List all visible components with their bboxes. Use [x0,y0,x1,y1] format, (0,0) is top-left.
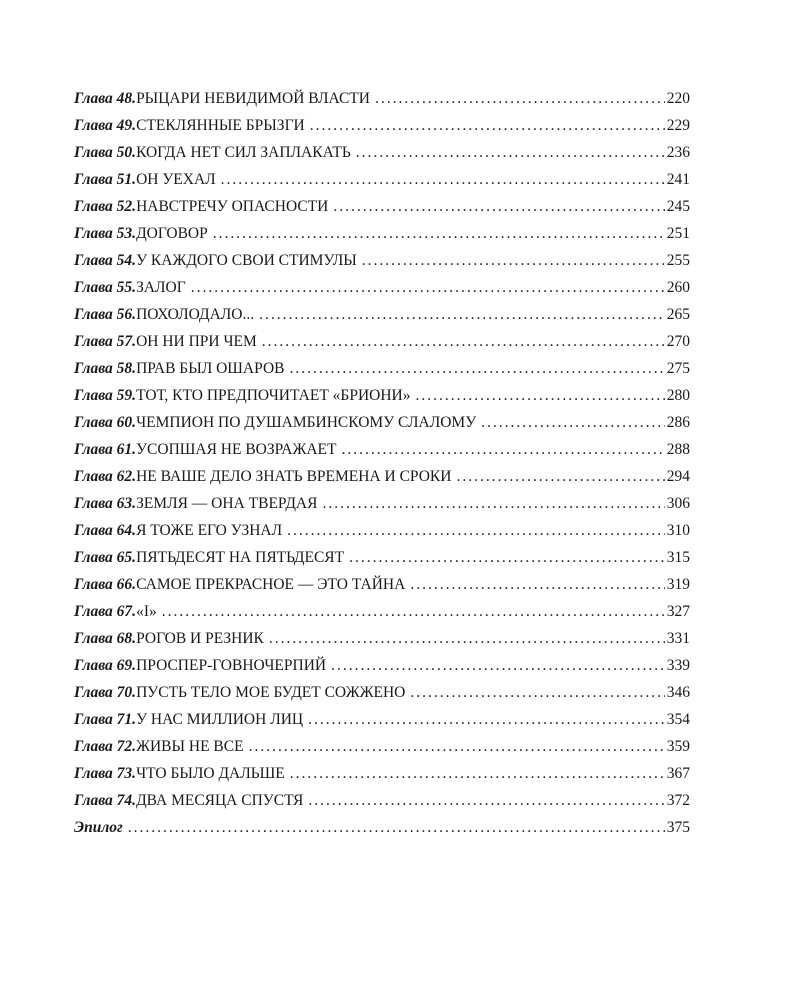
toc-entry[interactable] [74,684,690,711]
page-number: 346 [666,684,690,701]
chapter-title: ПРАВ БЫЛ ОШАРОВ [136,360,285,377]
page-number: 241 [666,171,690,188]
leader-dots [162,603,665,621]
chapter-label: Глава 70. [74,684,137,701]
page-number: 245 [666,198,690,215]
chapter-title: У НАС МИЛЛИОН ЛИЦ [136,711,304,728]
page-number: 367 [666,765,690,782]
page-number: 375 [666,819,690,836]
leader-dots [290,765,665,783]
leader-dots [410,576,664,594]
chapter-label: Глава 53. [74,225,137,242]
leader-dots [191,279,665,297]
toc-entry[interactable] [74,117,690,144]
page-number: 288 [666,441,690,458]
toc-entry[interactable] [74,306,690,333]
page-number: 270 [666,333,690,350]
leader-dots [289,360,664,378]
chapter-title: ЧТО БЫЛО ДАЛЬШЕ [136,765,285,782]
chapter-label: Глава 69. [74,657,137,674]
page-number: 229 [666,117,690,134]
toc-entry[interactable] [74,144,690,171]
chapter-title: ПРОСПЕР-ГОВНОЧЕРПИЙ [136,657,327,674]
chapter-title: СТЕКЛЯННЫЕ БРЫЗГИ [136,117,305,134]
leader-dots [213,225,665,243]
leader-dots [322,495,664,513]
chapter-title: НЕ ВАШЕ ДЕЛО ЗНАТЬ ВРЕМЕНА И СРОКИ [136,468,452,485]
chapter-label: Глава 72. [74,738,137,755]
page-number: 372 [666,792,690,809]
toc-entry[interactable] [74,468,690,495]
page-number: 306 [666,495,690,512]
chapter-label: Глава 54. [74,252,137,269]
leader-dots [308,792,664,810]
chapter-label: Глава 62. [74,468,137,485]
chapter-label: Глава 66. [74,576,137,593]
chapter-label: Глава 59. [74,387,137,404]
page-number: 260 [666,279,690,296]
chapter-label: Глава 50. [74,144,137,161]
page-number: 220 [666,90,690,107]
chapter-label: Глава 57. [74,333,137,350]
chapter-label: Глава 51. [74,171,137,188]
chapter-title: РОГОВ И РЕЗНИК [136,630,264,647]
leader-dots [481,414,665,432]
chapter-title: ДВА МЕСЯЦА СПУСТЯ [136,792,304,809]
page-number: 236 [666,144,690,161]
page-number: 331 [666,630,690,647]
chapter-title: ОН НИ ПРИ ЧЕМ [136,333,257,350]
leader-dots [415,387,664,405]
chapter-title: ТОТ, КТО ПРЕДПОЧИТАЕТ «БРИОНИ» [136,387,411,404]
toc-entry[interactable] [74,225,690,252]
leader-dots [249,738,665,756]
leader-dots [259,306,665,324]
page-number: 359 [666,738,690,755]
toc-entry[interactable] [74,576,690,603]
chapter-title: САМОЕ ПРЕКРАСНОЕ — ЭТО ТАЙНА [136,576,406,593]
chapter-title: ЖИВЫ НЕ ВСЕ [136,738,244,755]
toc-entry[interactable] [74,549,690,576]
toc-entry[interactable] [74,198,690,225]
chapter-label: Глава 55. [74,279,137,296]
chapter-label: Глава 67. [74,603,137,620]
toc-entry[interactable] [74,522,690,549]
chapter-title: ОН УЕХАЛ [136,171,216,188]
leader-dots [287,522,665,540]
toc-entry[interactable] [74,279,690,306]
page-number: 354 [666,711,690,728]
toc-entry[interactable] [74,738,690,765]
chapter-label: Глава 49. [74,117,137,134]
page-number: 265 [666,306,690,323]
chapter-title: ПОХОЛОДАЛО... [136,306,255,323]
leader-dots [456,468,664,486]
chapter-label: Глава 52. [74,198,137,215]
chapter-title: ЗАЛОГ [136,279,186,296]
toc-entry[interactable] [74,603,690,630]
toc-entry[interactable] [74,630,690,657]
page-number: 280 [666,387,690,404]
chapter-title: КОГДА НЕТ СИЛ ЗАПЛАКАТЬ [136,144,351,161]
chapter-title: У КАЖДОГО СВОИ СТИМУЛЫ [136,252,357,269]
page-number: 315 [666,549,690,566]
toc-entry[interactable] [74,414,690,441]
chapter-title: ПЯТЬДЕСЯТ НА ПЯТЬДЕСЯТ [136,549,345,566]
leader-dots [262,333,665,351]
chapter-label: Глава 65. [74,549,137,566]
toc-entry[interactable] [74,171,690,198]
chapter-label: Глава 63. [74,495,137,512]
page-number: 251 [666,225,690,242]
page-number: 275 [666,360,690,377]
chapter-label: Глава 61. [74,441,137,458]
page-number: 294 [666,468,690,485]
leader-dots [308,711,665,729]
chapter-label: Глава 60. [74,414,137,431]
toc-entry[interactable] [74,441,690,468]
chapter-title: «I» [136,603,157,620]
chapter-title: ПУСТЬ ТЕЛО МОЕ БУДЕТ СОЖЖЕНО [136,684,406,701]
leader-dots [342,441,665,459]
toc-entry[interactable] [74,333,690,360]
chapter-title: ЗЕМЛЯ — ОНА ТВЕРДАЯ [136,495,318,512]
page-number: 327 [666,603,690,620]
toc-entry[interactable] [74,711,690,738]
leader-dots [349,549,665,567]
toc-entry[interactable] [74,495,690,522]
chapter-label: Глава 48. [74,90,137,107]
chapter-label: Глава 64. [74,522,137,539]
epilogue-label: Эпилог [74,819,123,836]
leader-dots [331,657,665,675]
table-of-contents [74,90,690,846]
leader-dots [362,252,665,270]
leader-dots [221,171,665,189]
leader-dots [128,819,665,837]
leader-dots [310,117,665,135]
chapter-title: ДОГОВОР [136,225,208,242]
leader-dots [333,198,664,216]
leader-dots [269,630,665,648]
chapter-label: Глава 68. [74,630,137,647]
chapter-label: Глава 73. [74,765,137,782]
leader-dots [375,90,665,108]
chapter-label: Глава 74. [74,792,137,809]
chapter-label: Глава 56. [74,306,137,323]
toc-entry[interactable] [74,792,690,819]
toc-entry[interactable] [74,819,690,846]
page-number: 286 [666,414,690,431]
page-number: 319 [666,576,690,593]
toc-entry[interactable] [74,360,690,387]
leader-dots [410,684,664,702]
chapter-label: Глава 58. [74,360,137,377]
toc-entry[interactable] [74,765,690,792]
page-number: 310 [666,522,690,539]
chapter-title: УСОПШАЯ НЕ ВОЗРАЖАЕТ [136,441,337,458]
chapter-title: НАВСТРЕЧУ ОПАСНОСТИ [136,198,329,215]
toc-entry[interactable] [74,252,690,279]
page-number: 255 [666,252,690,269]
chapter-label: Глава 71. [74,711,137,728]
toc-entry[interactable] [74,657,690,684]
toc-entry[interactable] [74,387,690,414]
chapter-title: ЧЕМПИОН ПО ДУШАМБИНСКОМУ СЛАЛОМУ [136,414,477,431]
chapter-title: РЫЦАРИ НЕВИДИМОЙ ВЛАСТИ [136,90,370,107]
toc-entry[interactable] [74,90,690,117]
chapter-title: Я ТОЖЕ ЕГО УЗНАЛ [136,522,283,539]
leader-dots [356,144,665,162]
page-number: 339 [666,657,690,674]
